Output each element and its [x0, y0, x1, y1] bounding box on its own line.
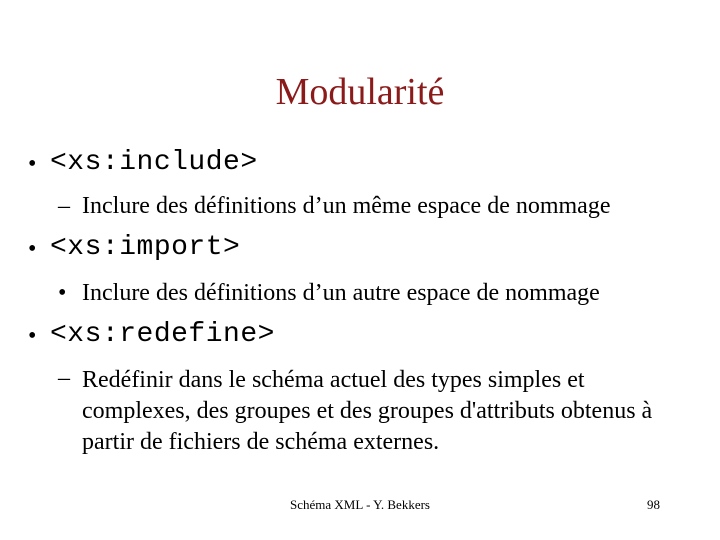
slide-title: Modularité [275, 71, 445, 113]
sub-bullet-marker: – [58, 365, 70, 391]
bullet-text: <xs:redefine> [50, 319, 275, 350]
sub-bullet-text: Redéfinir dans le schéma actuel des types simples et complexes, des groupes et des groupes d'attributs obtenus à partir de fichiers de schéma externes. [82, 367, 653, 455]
bullet-text: <xs:import> [50, 232, 241, 263]
bullet-marker: • [28, 151, 37, 177]
bullet-text: <xs:include> [50, 147, 258, 178]
sub-bullet-text: Inclure des définitions d’un autre espace de nommage [82, 280, 600, 306]
page-number: 98 [647, 497, 660, 512]
bullet-marker: • [28, 236, 37, 262]
sub-bullet-marker: – [58, 193, 70, 219]
bullet-marker: • [28, 323, 37, 349]
sub-bullet-text: Inclure des définitions d’un même espace de nommage [82, 193, 611, 219]
footer-author: Schéma XML - Y. Bekkers [290, 497, 430, 512]
sub-bullet-marker: • [58, 280, 67, 306]
